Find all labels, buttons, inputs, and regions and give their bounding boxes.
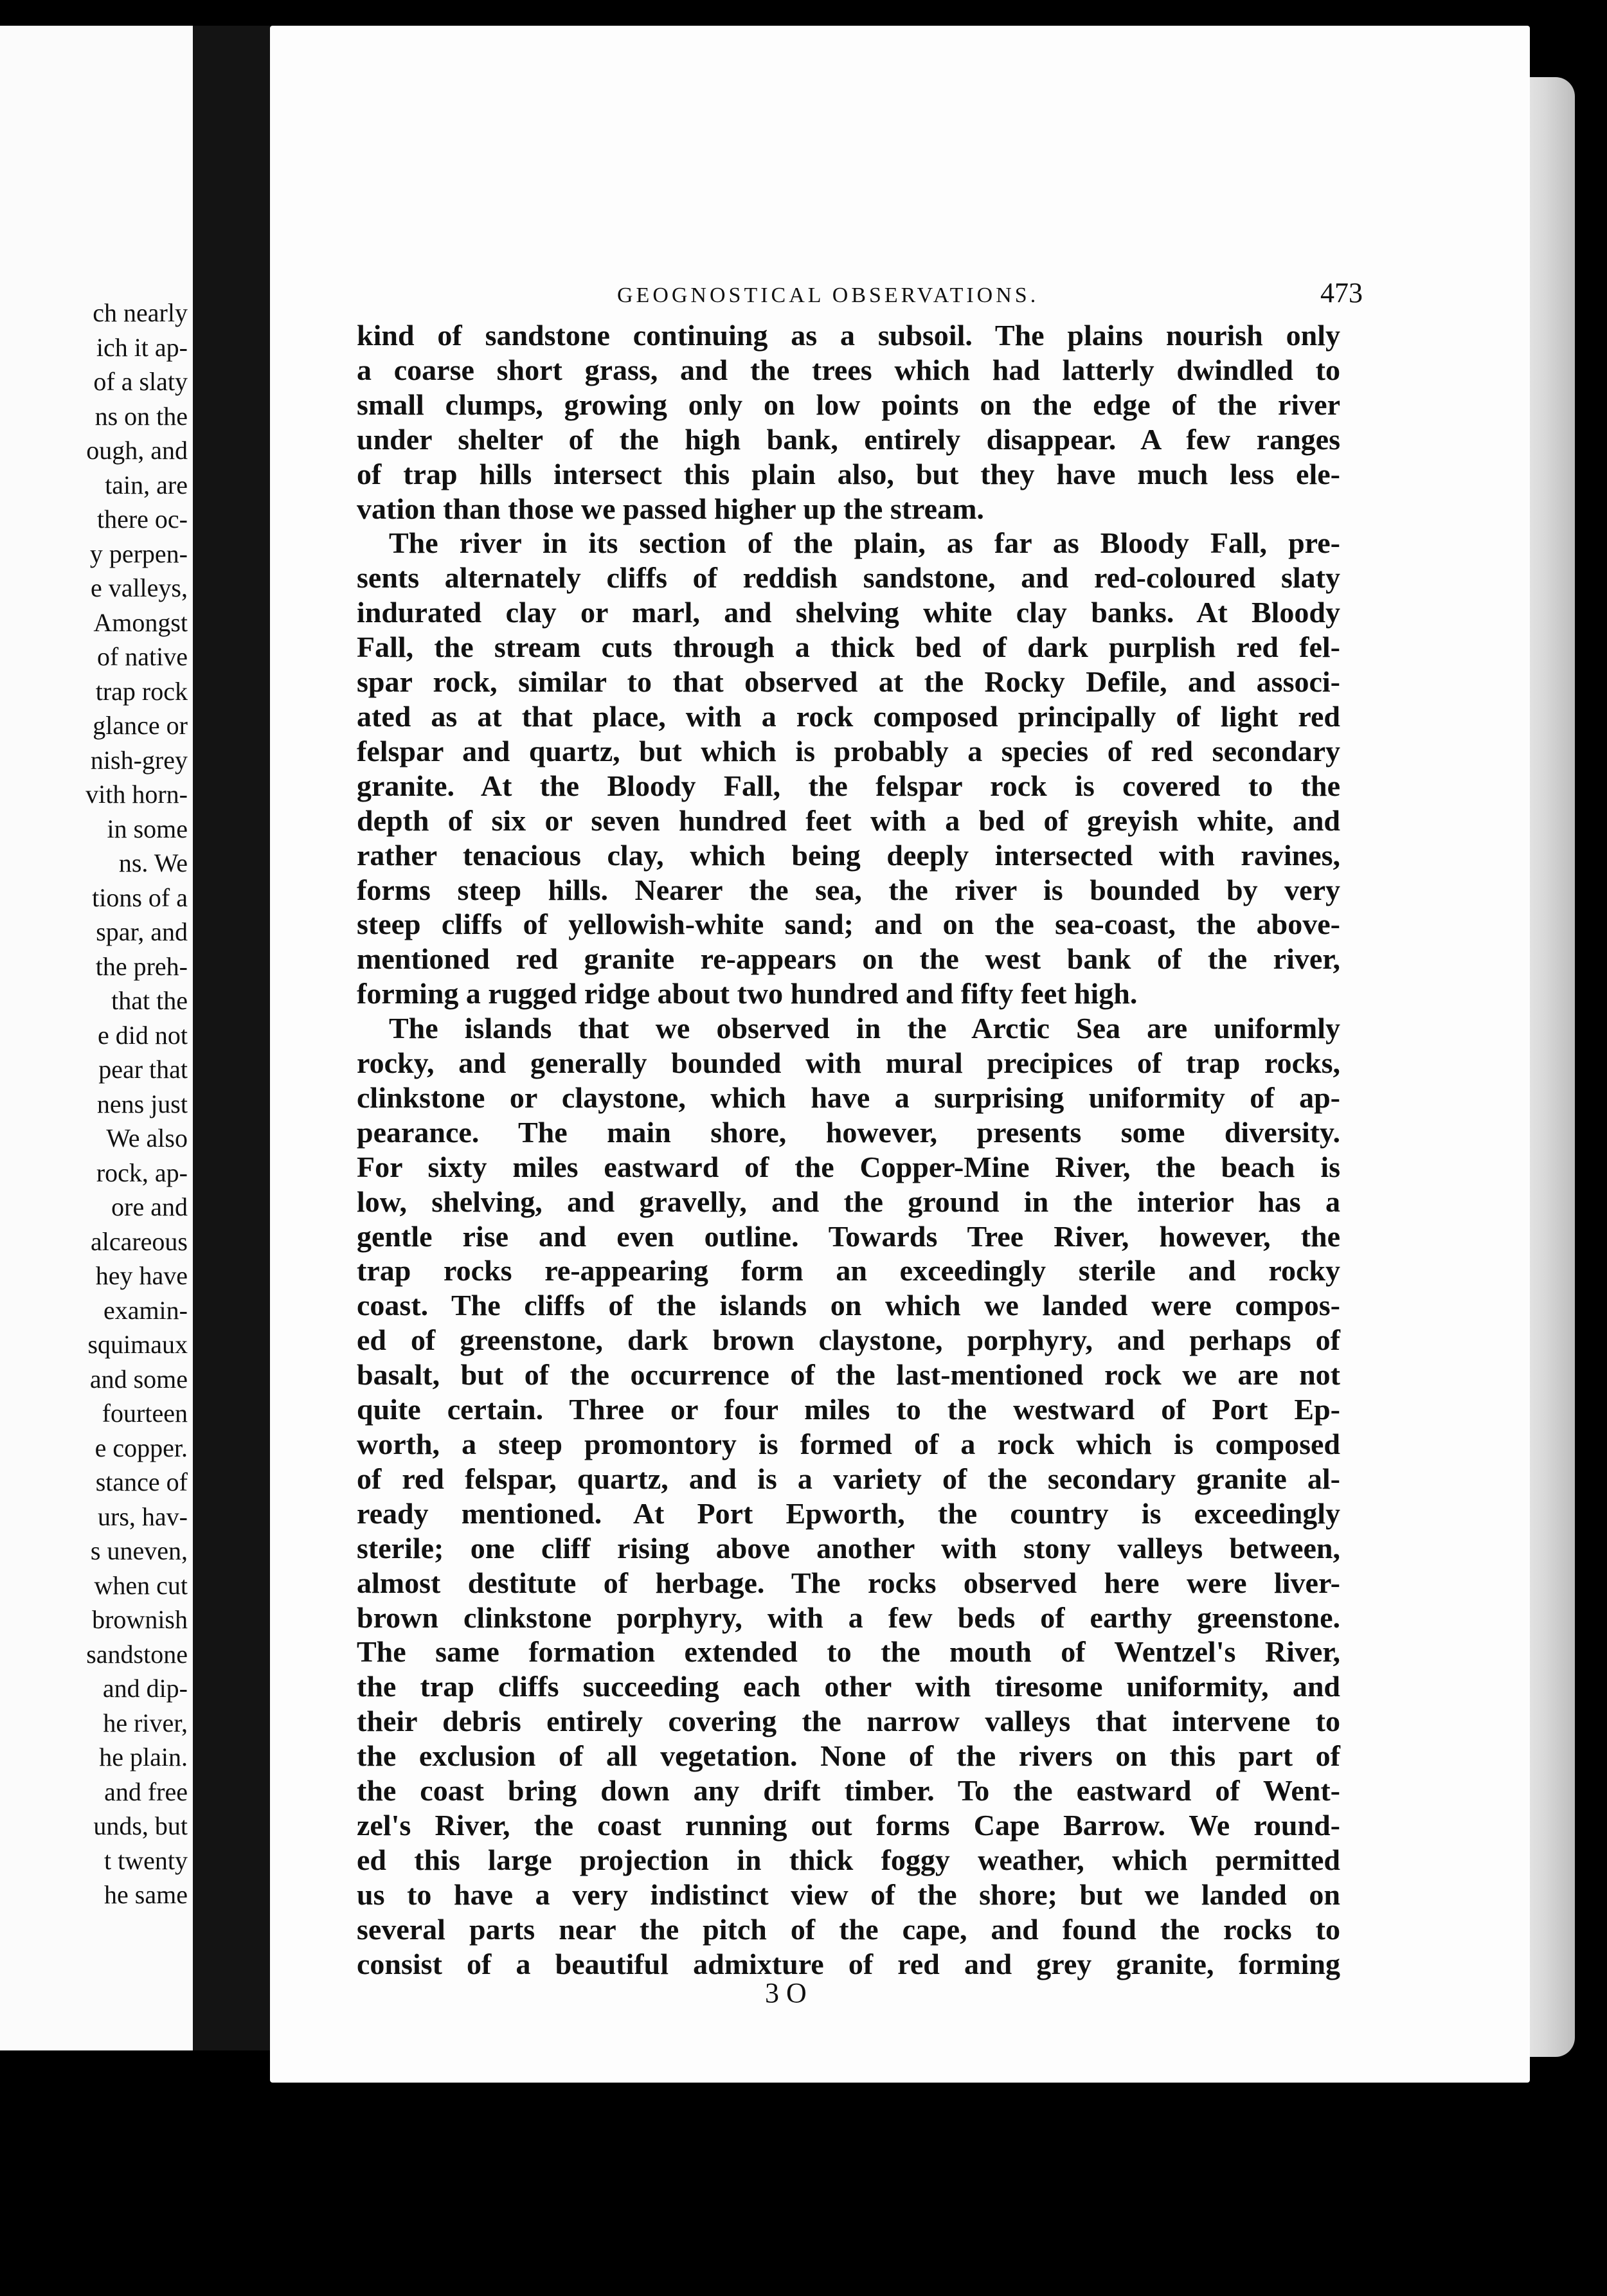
body-line: rather tenacious clay, which being deeply intersected with ravines, — [357, 838, 1340, 872]
body-line: trap rocks re-appearing form an exceedingly sterile and rocky — [357, 1254, 1340, 1287]
body-line: several parts near the pitch of the cape, and found the rocks to — [357, 1912, 1340, 1946]
body-line: a coarse short grass, and the trees which had latterly dwindled to — [357, 353, 1340, 386]
previous-page-line: t twenty — [104, 1845, 188, 1875]
previous-page-line: glance or — [93, 711, 188, 740]
previous-page-line: ch nearly — [93, 298, 188, 327]
previous-page-line: tions of a — [92, 883, 188, 912]
previous-page-line: that the — [111, 986, 188, 1015]
previous-page-line: and some — [89, 1364, 188, 1394]
previous-page-line: of a slaty — [93, 367, 188, 396]
body-text — [357, 318, 1340, 1982]
body-line: forms steep hills. Nearer the sea, the river is bounded by very — [357, 873, 1340, 906]
body-line: The same formation extended to the mouth of Wentzel's River, — [357, 1635, 1340, 1669]
previous-page-line: and dip- — [102, 1674, 188, 1703]
previous-page-line: Amongst — [93, 607, 188, 637]
body-line: the coast bring down any drift timber. To the eastward of Went- — [357, 1774, 1340, 1807]
previous-page-line: he river, — [103, 1708, 188, 1737]
previous-page-line: hey have — [95, 1261, 188, 1290]
body-line: mentioned red granite re-appears on the west bank of the river, — [357, 942, 1340, 976]
signature-mark: 3 O — [765, 1977, 807, 2009]
body-line: us to have a very indistinct view of the shore; but we landed on — [357, 1878, 1340, 1911]
body-line: gentle rise and even outline. Towards Tree River, however, the — [357, 1219, 1340, 1253]
previous-page-line: e did not — [98, 1020, 188, 1050]
body-line: small clumps, growing only on low points on the edge of the river — [357, 388, 1340, 421]
previous-page-line: ore and — [111, 1192, 188, 1221]
previous-page-line: ough, and — [86, 436, 188, 465]
previous-page-line: trap rock — [95, 676, 188, 706]
previous-page-line: nens just — [96, 1089, 188, 1118]
previous-page-line: he same — [104, 1880, 188, 1909]
body-line: quite certain. Three or four miles to the westward of Port Ep- — [357, 1393, 1340, 1426]
body-line: basalt, but of the occurrence of the last-mentioned rock we are not — [357, 1358, 1340, 1392]
book-binding-gutter — [193, 26, 271, 2050]
body-line: of red felspar, quartz, and is a variety of the secondary granite al- — [357, 1462, 1340, 1495]
body-line: sents alternately cliffs of reddish sandstone, and red-coloured slaty — [357, 561, 1340, 595]
previous-page-line: the preh- — [95, 951, 188, 981]
body-line: under shelter of the high bank, entirely disappear. A few ranges — [357, 422, 1340, 456]
previous-page-line: rock, ap- — [96, 1158, 188, 1187]
body-line: spar rock, similar to that observed at the Rocky Defile, and associ- — [357, 665, 1340, 699]
previous-page-line: when cut — [94, 1570, 188, 1600]
body-line: kind of sandstone continuing as a subsoil. The plains nourish only — [357, 319, 1340, 352]
body-line: vation than those we passed higher up the stream. — [357, 492, 984, 525]
body-line: of trap hills intersect this plain also, but they have much less ele- — [357, 457, 1340, 490]
previous-page-line: y perpen- — [89, 539, 188, 568]
body-line: their debris entirely covering the narrow valleys that intervene to — [357, 1705, 1340, 1738]
previous-page-text — [0, 296, 193, 1912]
running-head: GEOGNOSTICAL OBSERVATIONS. — [617, 283, 1039, 307]
previous-page-line: We also — [106, 1124, 188, 1152]
previous-page-line: nish-grey — [90, 745, 188, 775]
body-line: granite. At the Bloody Fall, the felspar rock is covered to the — [357, 769, 1340, 802]
body-line: low, shelving, and gravelly, and the ground in the interior has a — [357, 1185, 1340, 1218]
previous-page-line: squimaux — [87, 1330, 188, 1359]
previous-page-line: ich it ap- — [96, 332, 188, 362]
previous-page-line: there oc- — [96, 505, 188, 534]
body-line: Fall, the stream cuts through a thick bed of dark purplish red fel- — [357, 631, 1340, 664]
body-line: zel's River, the coast running out forms Cape Barrow. We round- — [357, 1808, 1340, 1842]
previous-page-line: vith horn- — [85, 780, 188, 809]
previous-page-line: tain, are — [105, 470, 188, 499]
body-line: rocky, and generally bounded with mural precipices of trap rocks, — [357, 1046, 1340, 1080]
previous-page — [0, 26, 197, 2050]
body-line: ready mentioned. At Port Epworth, the country is exceedingly — [357, 1496, 1340, 1530]
body-line: indurated clay or marl, and shelving white clay banks. At Bloody — [357, 596, 1340, 629]
previous-page-line: ns. We — [118, 848, 188, 877]
body-line: sterile; one cliff rising above another with stony valleys between, — [357, 1531, 1340, 1565]
previous-page-line: examin- — [103, 1295, 188, 1325]
body-line: forming a rugged ridge about two hundred and fifty feet high. — [357, 977, 1138, 1010]
body-line: depth of six or seven hundred feet with a bed of greyish white, and — [357, 803, 1340, 837]
previous-page-line: and free — [104, 1777, 188, 1806]
body-line: ed this large projection in thick foggy weather, which permitted — [357, 1843, 1340, 1876]
body-line: almost destitute of herbage. The rocks observed here were liver- — [357, 1566, 1340, 1599]
previous-page-line: fourteen — [102, 1399, 188, 1428]
previous-page-line: sandstone — [86, 1639, 188, 1669]
previous-page-line: stance of — [95, 1467, 188, 1496]
body-line: steep cliffs of yellowish-white sand; and on the sea-coast, the above- — [357, 908, 1340, 941]
body-line: worth, a steep promontory is formed of a rock which is composed — [357, 1428, 1340, 1460]
body-line: ed of greenstone, dark brown claystone, porphyry, and perhaps of — [357, 1323, 1340, 1357]
body-line: the trap cliffs succeeding each other with tiresome uniformity, and — [357, 1670, 1340, 1703]
previous-page-line: e valleys, — [90, 573, 188, 602]
previous-page-line: of native — [96, 642, 188, 671]
page-header — [617, 276, 1363, 309]
body-line: For sixty miles eastward of the Copper-Mine River, the beach is — [357, 1150, 1340, 1183]
body-line: coast. The cliffs of the islands on which we landed were compos- — [357, 1289, 1340, 1322]
body-line: the exclusion of all vegetation. None of the rivers on this part of — [357, 1739, 1340, 1773]
previous-page-line: e copper. — [94, 1433, 188, 1462]
body-line: ated as at that place, with a rock composed principally of light red — [357, 699, 1340, 733]
page-number: 473 — [1320, 277, 1363, 309]
body-line: felspar and quartz, but which is probably a species of red secondary — [357, 734, 1340, 767]
previous-page-line: unds, but — [93, 1811, 188, 1840]
body-line: brown clinkstone porphyry, with a few beds of earthy greenstone. — [357, 1601, 1340, 1634]
previous-page-line: urs, hav- — [98, 1502, 188, 1531]
previous-page-line: in some — [107, 814, 188, 843]
previous-page-line: he plain. — [99, 1743, 188, 1771]
body-line: consist of a beautiful admixture of red and grey granite, forming — [357, 1947, 1340, 1980]
previous-page-line: spar, and — [96, 917, 188, 946]
body-line: pearance. The main shore, however, presents some diversity. — [357, 1115, 1340, 1149]
previous-page-line: s uneven, — [90, 1536, 188, 1565]
body-line: clinkstone or claystone, which have a surprising uniformity of ap- — [357, 1081, 1340, 1114]
body-line: The river in its section of the plain, as far as Bloody Fall, pre- — [389, 526, 1340, 560]
previous-page-line: brownish — [92, 1605, 188, 1634]
previous-page-line: ns on the — [94, 401, 188, 431]
previous-page-line: pear that — [98, 1055, 188, 1084]
previous-page-line: alcareous — [90, 1226, 188, 1256]
body-line: The islands that we observed in the Arctic Sea are uniformly — [389, 1012, 1340, 1045]
